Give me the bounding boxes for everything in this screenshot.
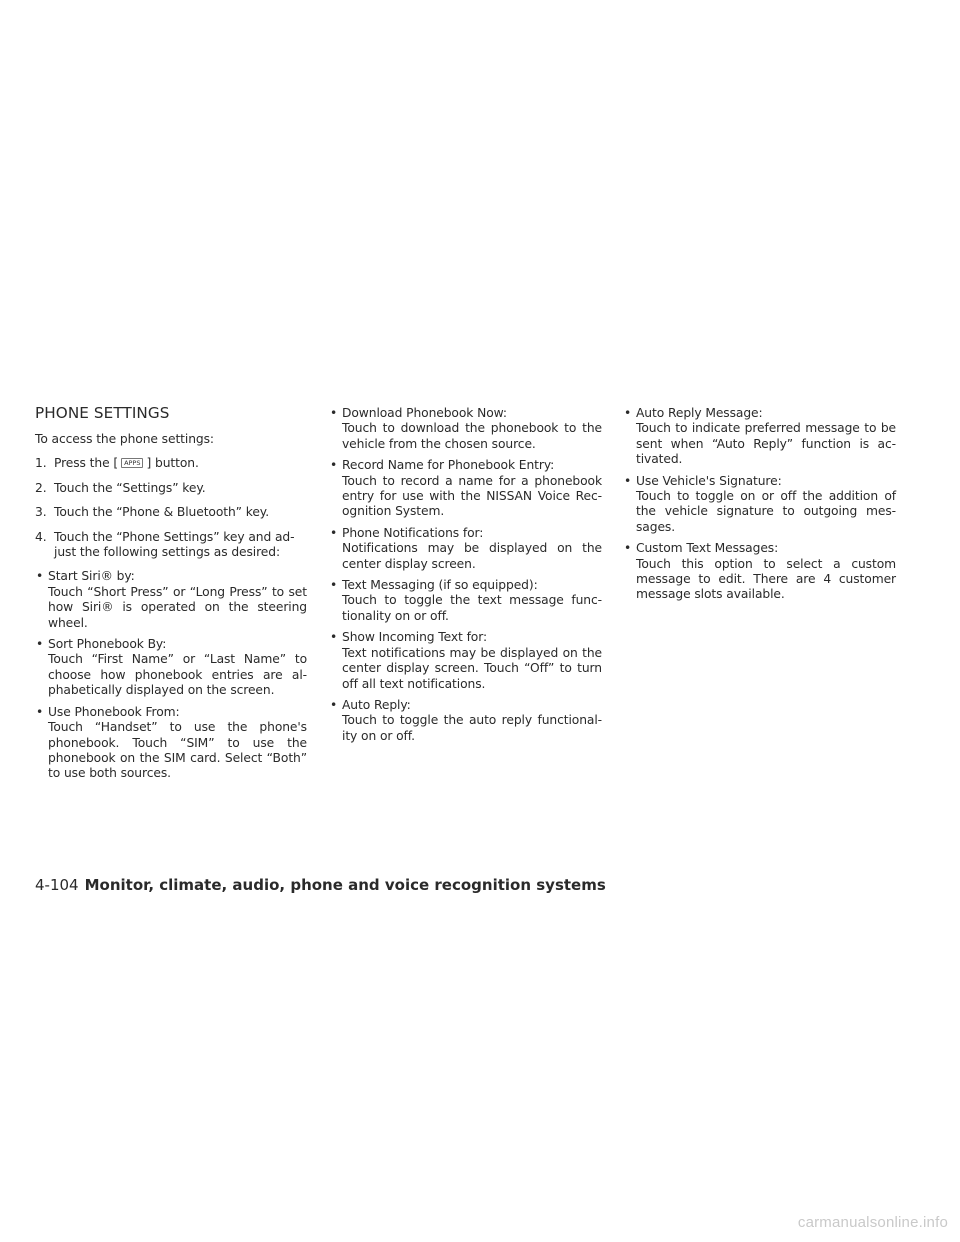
item-description: Touch “First Name” or “Last Name” to choose how phonebook entries are al-phabetically displayed on the screen. xyxy=(48,652,307,698)
apps-button-icon: APPS xyxy=(121,458,143,468)
step-number: 2. xyxy=(35,480,47,495)
step-1 xyxy=(35,456,307,471)
chapter-title: Monitor, climate, audio, phone and voice recognition systems xyxy=(84,876,606,894)
item-title: Auto Reply: xyxy=(342,697,411,712)
item-title: Use Vehicle's Signature: xyxy=(636,473,782,488)
item-title: Sort Phonebook By: xyxy=(48,637,167,652)
list-item xyxy=(329,578,602,624)
item-title: Phone Notifications for: xyxy=(342,525,484,540)
bullet-icon: • xyxy=(36,704,44,719)
item-description: Touch “Short Press” or “Long Press” to set how Siri® is operated on the steering wheel. xyxy=(48,584,307,630)
step-text: Touch the “Phone & Bluetooth” key. xyxy=(54,505,270,520)
bullet-icon: • xyxy=(330,578,338,593)
bullet-icon: • xyxy=(624,473,632,488)
col1-list xyxy=(35,569,307,781)
item-title: Download Phonebook Now: xyxy=(342,406,507,420)
column-1 xyxy=(35,404,307,788)
item-description: Touch to toggle the text message func-tionality on or off. xyxy=(342,593,602,623)
col2-list xyxy=(329,406,602,744)
item-title: Show Incoming Text for: xyxy=(342,630,488,645)
item-title: Start Siri® by: xyxy=(48,569,135,584)
item-description: Notifications may be displayed on the center display screen. xyxy=(342,541,602,571)
item-description: Touch to toggle the auto reply functional-ity on or off. xyxy=(342,713,602,743)
page-number: 4-104 xyxy=(35,876,79,894)
page-footer xyxy=(35,876,606,894)
bullet-icon: • xyxy=(330,525,338,540)
item-description: Touch to record a name for a phonebook entry for use with the NISSAN Voice Rec-ognition System. xyxy=(342,473,602,519)
column-3 xyxy=(623,406,896,609)
list-item xyxy=(329,458,602,520)
list-item xyxy=(329,630,602,692)
item-title: Custom Text Messages: xyxy=(636,541,779,556)
list-item xyxy=(329,406,602,452)
list-item xyxy=(623,406,896,468)
bullet-icon: • xyxy=(36,637,44,652)
item-description: Touch to toggle on or off the addition of the vehicle signature to outgoing mes-sages. xyxy=(636,489,896,534)
list-item xyxy=(35,569,307,631)
step-3 xyxy=(35,505,307,520)
watermark: carmanualsonline.info xyxy=(797,1214,948,1231)
item-description: Text notifications may be displayed on the center display screen. Touch “Off” to turn off all text notifications. xyxy=(342,645,602,691)
step-text: Touch the “Phone Settings” key and ad-just the following settings as desired: xyxy=(54,529,295,560)
step-number: 3. xyxy=(35,505,47,520)
bullet-icon: • xyxy=(330,630,338,645)
step-2 xyxy=(35,481,307,496)
list-item xyxy=(35,705,307,782)
bullet-icon: • xyxy=(36,569,44,584)
list-item xyxy=(329,526,602,572)
item-title: Use Phonebook From: xyxy=(48,704,180,719)
bullet-icon: • xyxy=(624,541,632,556)
step-text-before: Press the [ xyxy=(54,456,119,471)
bullet-icon: • xyxy=(330,406,338,420)
item-description: Touch this option to select a custom message to edit. There are 4 customer message slots available. xyxy=(636,556,896,602)
step-text-after: ] button. xyxy=(146,456,199,471)
list-item xyxy=(623,474,896,536)
bullet-icon: • xyxy=(330,697,338,712)
section-title: PHONE SETTINGS xyxy=(35,404,170,422)
step-number: 4. xyxy=(35,529,47,544)
intro-text: To access the phone settings: xyxy=(35,432,214,446)
bullet-icon: • xyxy=(330,458,338,473)
item-description: Touch to indicate preferred message to be sent when “Auto Reply” function is ac-tivated. xyxy=(636,421,896,467)
item-description: Touch “Handset” to use the phone's phonebook. Touch “SIM” to use the phonebook on the SIM card. Select “Both” to use both sources. xyxy=(48,720,307,781)
step-number: 1. xyxy=(35,456,47,471)
step-text: Touch the “Settings” key. xyxy=(54,480,206,495)
item-title: Text Messaging (if so equipped): xyxy=(342,578,538,593)
step-4 xyxy=(35,530,307,561)
item-description: Touch to download the phonebook to the vehicle from the chosen source. xyxy=(342,421,602,451)
list-item xyxy=(329,698,602,744)
list-item xyxy=(623,541,896,603)
col3-list xyxy=(623,406,896,603)
item-title: Auto Reply Message: xyxy=(636,406,763,420)
bullet-icon: • xyxy=(624,406,632,420)
list-item xyxy=(35,637,307,699)
item-title: Record Name for Phonebook Entry: xyxy=(342,458,555,473)
column-2 xyxy=(329,406,602,750)
